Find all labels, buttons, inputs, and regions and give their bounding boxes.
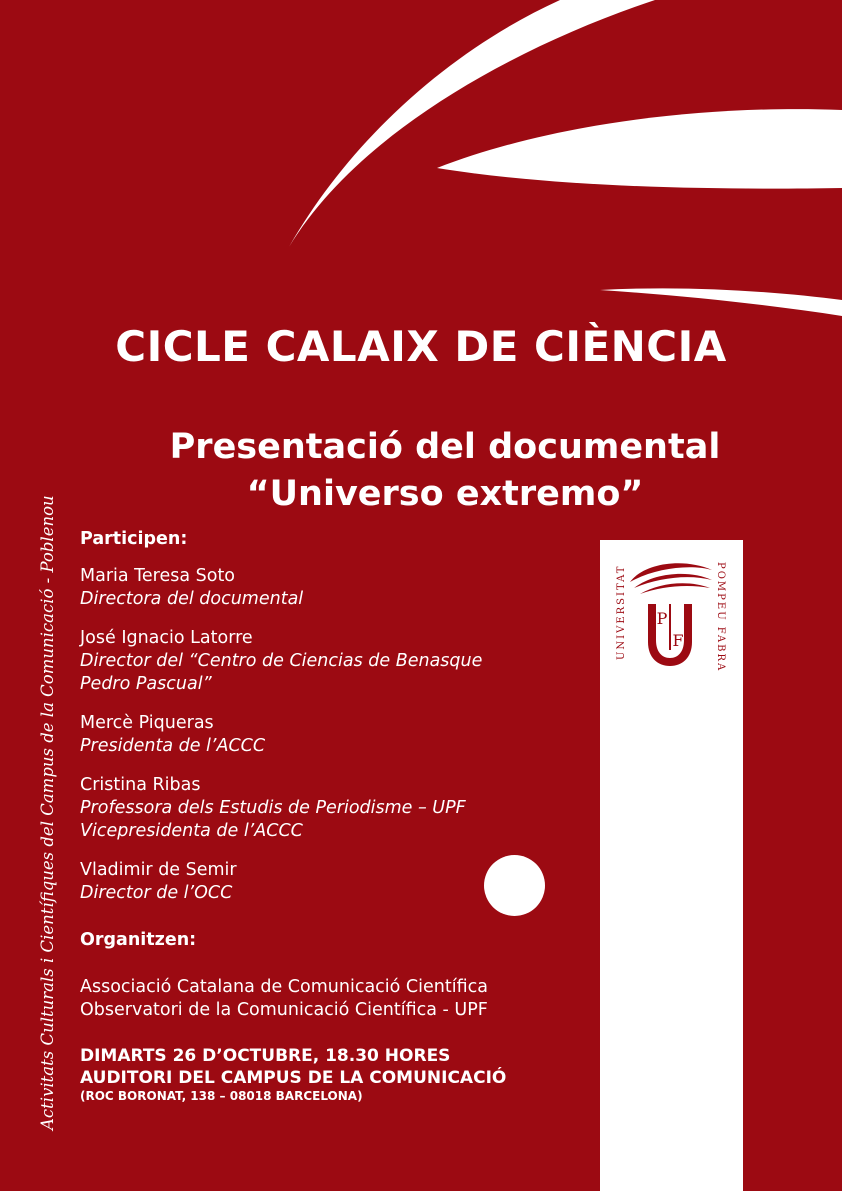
subtitle-line-1: Presentació del documental [169,427,721,467]
participant-role: Pedro Pascual” [80,674,212,694]
participant-role: Presidenta de l’ACCC [80,736,266,756]
participant-name: Mercè Piqueras [80,713,214,733]
participant-role: Director del “Centro de Ciencias de Benasque [80,651,483,671]
participants-heading: Participen: [80,529,188,549]
participant-item [80,859,600,905]
participant-name: José Ignacio Latorre [80,628,253,648]
upf-logo-icon [600,540,743,690]
event-datetime: DIMARTS 26 D’OCTUBRE, 18.30 HORES [80,1046,451,1066]
event-address: (ROC BORONAT, 138 – 08018 BARCELONA) [80,1089,363,1103]
side-caption: Activitats Culturals i Científiques del Campus de la Comunicació - Poblenou [38,495,57,1130]
participant-role: Professora dels Estudis de Periodisme – UPF [80,798,466,818]
organizer-item: Observatori de la Comunicació Científica - UPF [80,1000,488,1020]
organizers-list [80,976,600,1022]
upf-logo-panel [600,540,743,1191]
poster-title: CICLE CALAIX DE CIÈNCIA [115,322,727,371]
participant-role: Director de l’OCC [80,883,233,903]
subtitle-line-2: “Universo extremo” [246,474,644,514]
poster-subtitle [0,424,842,518]
participant-item [80,627,600,696]
swoosh-lower [600,288,842,316]
event-venue: AUDITORI DEL CAMPUS DE LA COMUNICACIÓ [80,1068,507,1088]
organizer-item: Associació Catalana de Comunicació Científica [80,977,488,997]
participant-name: Maria Teresa Soto [80,566,236,586]
participant-name: Vladimir de Semir [80,860,237,880]
poster-body [80,528,600,1104]
participant-item [80,712,600,758]
logo-letter-p: P [656,609,668,628]
organizers-heading: Organitzen: [80,930,197,950]
participants-list [80,565,600,905]
swoosh-middle [437,109,842,189]
logo-text-universitat: UNIVERSITAT [616,564,627,660]
participant-role: Vicepresidenta de l’ACCC [80,821,303,841]
participant-item [80,565,600,611]
participant-item [80,774,600,843]
participant-role: Directora del documental [80,589,304,609]
swoosh-upper [289,0,655,247]
event-details [80,1045,600,1104]
participant-name: Cristina Ribas [80,775,201,795]
svg-text:F: F [672,631,684,650]
logo-text-pompeu-fabra: POMPEU FABRA [715,562,726,673]
